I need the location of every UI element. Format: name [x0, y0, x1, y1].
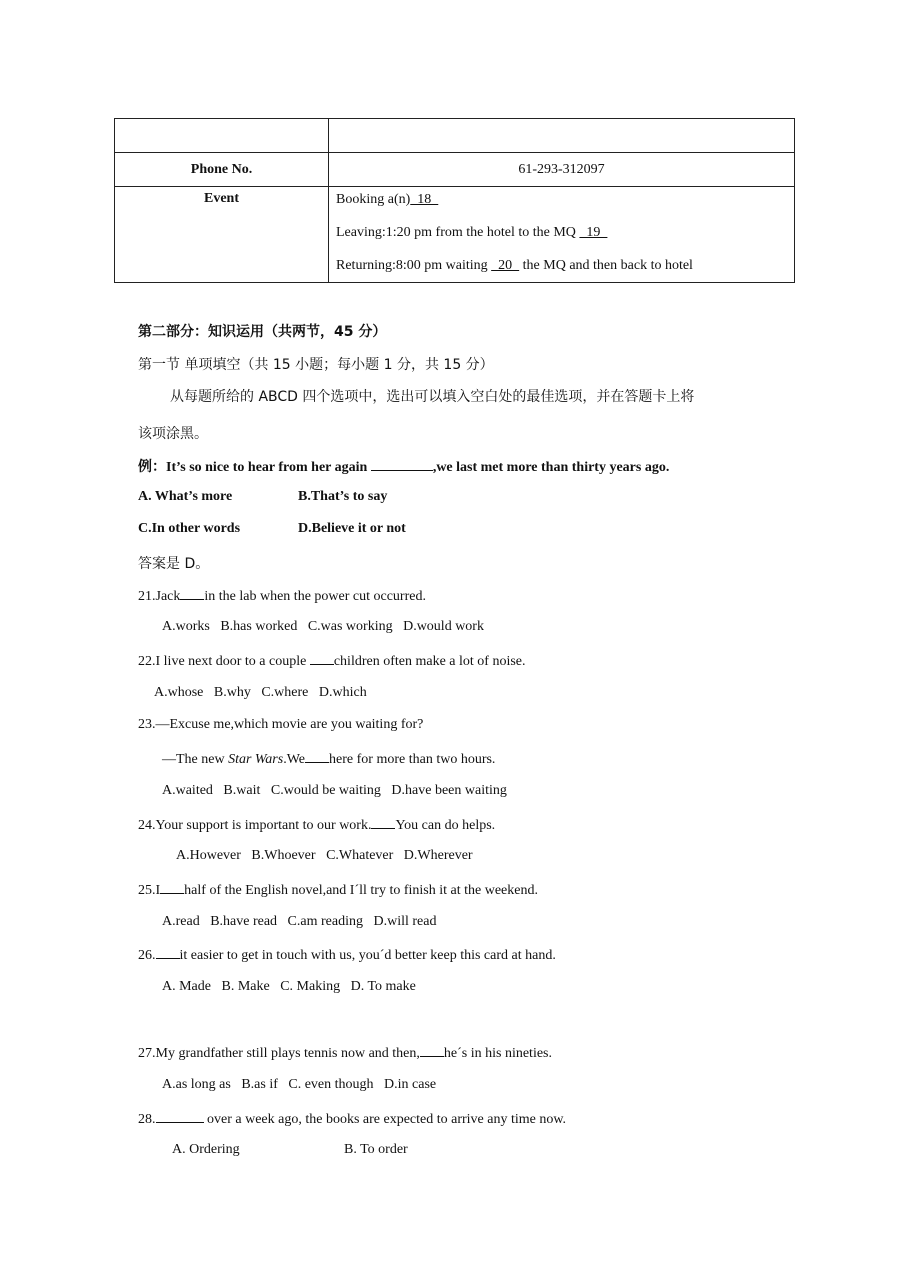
event-label: Event	[115, 187, 329, 283]
question-27: 27.My grandfather still plays tennis now and then, he´s in his nineties.	[138, 1046, 553, 1061]
blank	[371, 458, 433, 471]
booking-line: Booking a(n) 18	[329, 183, 794, 216]
event-details	[329, 187, 795, 283]
part2-heading: 第二部分：知识运用（共两节，45 分）	[138, 324, 387, 340]
example-options-row1: A. What’s more B.That’s to say	[138, 489, 388, 504]
question-22-options: A.whose B.why C.where D.which	[154, 685, 367, 700]
question-23-line2: —The new Star Wars.We here for more than two hours.	[162, 752, 496, 767]
blank	[156, 1110, 204, 1123]
question-25: 25.I half of the English novel,and I´ll try to finish it at the weekend.	[138, 883, 538, 898]
question-21: 21.Jack in the lab when the power cut occurred.	[138, 589, 426, 604]
question-28: 28. over a week ago, the books are expected to arrive any time now.	[138, 1112, 567, 1127]
table-row	[115, 119, 795, 153]
example-stem: 例：It’s so nice to hear from her again ,we last met more than thirty years ago.	[138, 459, 670, 475]
blank	[180, 587, 204, 600]
blank	[156, 946, 180, 959]
example-options-row2: C.In other words D.Believe it or not	[138, 521, 406, 536]
instruction-line-1: 从每题所给的 ABCD 四个选项中，选出可以填入空白处的最佳选项，并在答题卡上将	[170, 389, 695, 405]
table-row	[115, 187, 795, 283]
question-25-options: A.read B.have read C.am reading D.will read	[162, 914, 437, 929]
table-row	[115, 153, 795, 187]
question-23-options: A.waited B.wait C.would be waiting D.have been waiting	[162, 783, 507, 798]
question-23-line1: 23.—Excuse me,which movie are you waiting for?	[138, 717, 424, 732]
phone-label: Phone No.	[115, 153, 329, 187]
blank	[305, 750, 329, 763]
info-table	[114, 118, 795, 283]
blank	[371, 816, 395, 829]
example-answer: 答案是 D。	[138, 556, 210, 572]
question-22: 22.I live next door to a couple children often make a lot of noise.	[138, 654, 526, 669]
blank	[160, 881, 184, 894]
question-21-options: A.works B.has worked C.was working D.would work	[162, 619, 484, 634]
blank-20: 20	[491, 258, 520, 273]
question-27-options: A.as long as B.as if C. even though D.in case	[162, 1077, 437, 1092]
question-28-options: A. Ordering B. To order	[172, 1142, 408, 1157]
blank	[310, 652, 334, 665]
question-26-options: A. Made B. Make C. Making D. To make	[162, 979, 416, 994]
blank	[420, 1044, 444, 1057]
question-26: 26. it easier to get in touch with us, you´d better keep this card at hand.	[138, 948, 556, 963]
phone-value: 61-293-312097	[329, 153, 795, 187]
table-cell-label	[115, 119, 329, 153]
returning-line: Returning:8:00 pm waiting 20 the MQ and then back to hotel	[329, 249, 794, 282]
question-24: 24.Your support is important to our work. You can do helps.	[138, 818, 496, 833]
section1-heading: 第一节 单项填空（共 15 小题；每小题 1 分，共 15 分）	[138, 357, 494, 373]
instruction-line-2: 该项涂黑。	[138, 426, 208, 442]
leaving-line: Leaving:1:20 pm from the hotel to the MQ 19	[329, 216, 794, 249]
blank-19: 19	[579, 225, 608, 240]
blank-18: 18	[410, 192, 439, 207]
table-cell-value	[329, 119, 795, 153]
question-24-options: A.However B.Whoever C.Whatever D.Wherever	[176, 848, 473, 863]
